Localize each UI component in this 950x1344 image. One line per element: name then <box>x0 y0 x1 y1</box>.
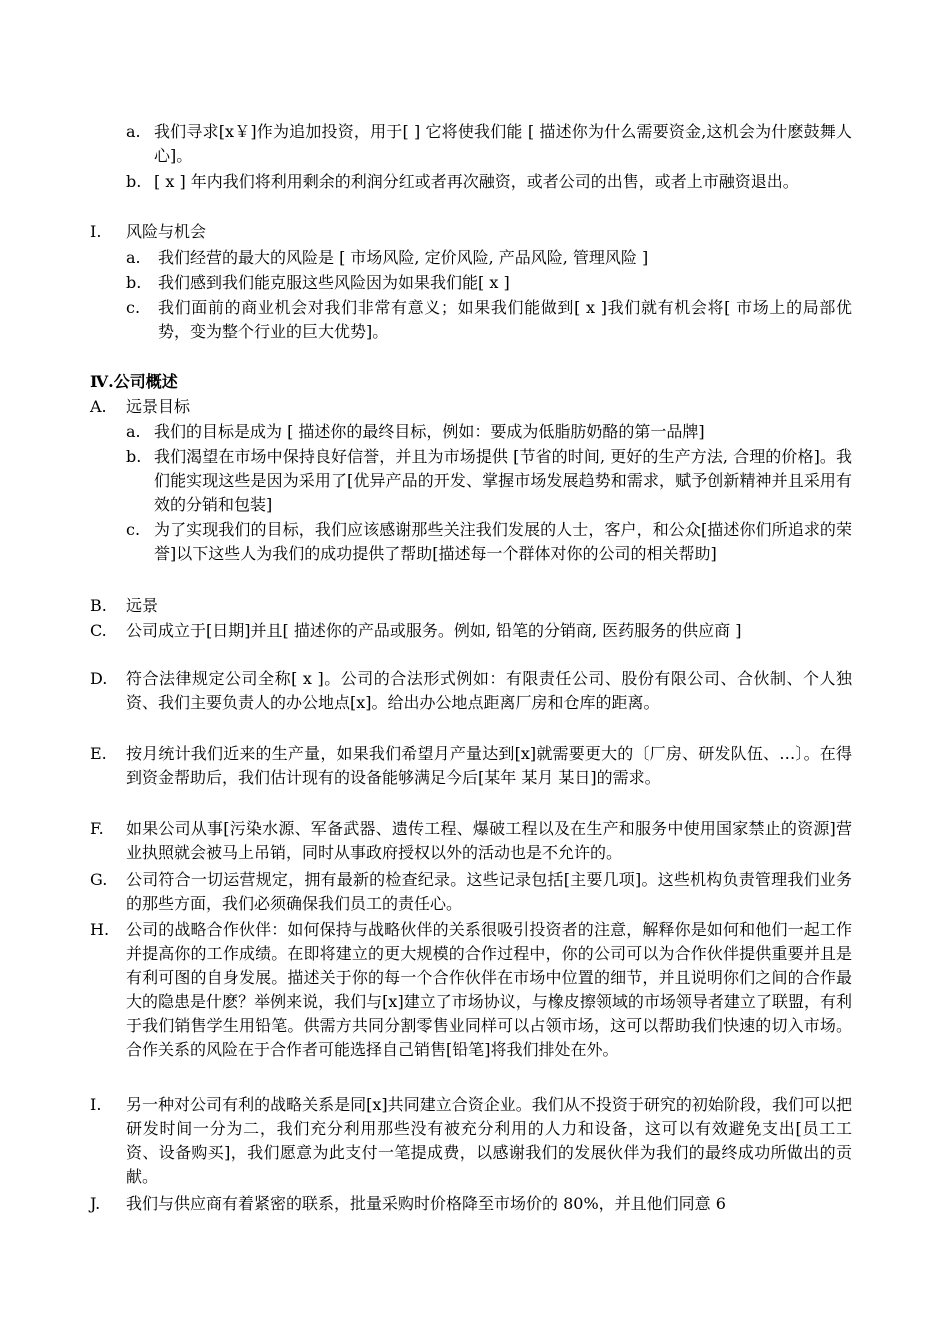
item-text: [ x ] 年内我们将利用剩余的利润分红或者再次融资，或者公司的出售，或者上市融资退出。 <box>154 172 799 191</box>
item-marker: a. <box>126 422 141 441</box>
item-marker: D. <box>90 669 108 688</box>
list-item <box>126 420 852 444</box>
item-marker: b. <box>126 447 142 466</box>
outline-item-vision-goal <box>90 395 852 419</box>
item-marker: B. <box>90 596 107 615</box>
outline-item <box>90 1192 852 1216</box>
outline-item <box>90 1093 852 1189</box>
list-item <box>126 518 852 566</box>
item-text: 我们面前的商业机会对我们非常有意义；如果我们能做到[ x ]我们就有机会将[ 市场上的局部优势，变为整个行业的巨大优势]。 <box>158 298 852 341</box>
item-marker: c. <box>126 298 141 317</box>
item-text: 我们寻求[x￥]作为追加投资，用于[ ] 它将使我们能 [ 描述你为什么需要资金,这机会为什麽鼓舞人心]。 <box>154 122 852 165</box>
item-title: 风险与机会 <box>126 222 207 241</box>
list-item <box>126 445 852 517</box>
outline-item <box>90 594 852 618</box>
item-marker: J. <box>90 1194 101 1213</box>
item-marker: A. <box>90 397 107 416</box>
item-text: 公司的战略合作伙伴：如何保持与战略伙伴的关系很吸引投资者的注意，解释你是如何和他们一起工作并提高你的工作成绩。在即将建立的更大规模的合作过程中，你的公司可以为合作伙伴提供重要并且是有利可图的自身发展。描述关于你的每一个合作伙伴在市场中位置的细节，并且说明你们之间的合作最大的隐患是什麽？举例来说，我们与[x]建立了市场协议，与橡皮擦领域的市场领导者建立了联盟，有利于我们销售学生用铅笔。供需方共同分割零售业同样可以占领市场，这可以帮助我们快速的切入市场。合作关系的风险在于合作者可能选择自己销售[铅笔]将我们排处在外。 <box>126 920 852 1059</box>
list-item <box>126 120 852 168</box>
list-item <box>126 170 852 194</box>
outline-item <box>90 742 852 790</box>
item-text: 公司符合一切运营规定，拥有最新的检查纪录。这些记录包括[主要几项]。这些机构负责管理我们业务的那些方面，我们必须确保我们员工的责任心。 <box>126 870 852 913</box>
item-text: 公司成立于[日期]并且[ 描述你的产品或服务。例如, 铅笔的分销商, 医药服务的供应商 ] <box>126 621 742 640</box>
list-item <box>126 271 852 295</box>
item-marker: I. <box>90 222 102 241</box>
item-marker: c. <box>126 520 141 539</box>
item-marker: H. <box>90 920 110 939</box>
item-marker: G. <box>90 870 108 889</box>
item-text: 我们感到我们能克服这些风险因为如果我们能[ x ] <box>158 273 510 292</box>
item-text: 符合法律规定公司全称[ x ]。公司的合法形式例如：有限责任公司、股份有限公司、合伙制、个人独资、我们主要负责人的办公地点[x]。给出办公地点距离厂房和仓库的距离。 <box>126 669 852 712</box>
item-title: 远景目标 <box>126 397 191 416</box>
item-marker: a. <box>126 122 141 141</box>
item-text: 我们渴望在市场中保持良好信誉，并且为市场提供 [节省的时间, 更好的生产方法, 合理的价格]。我们能实现这些是因为采用了[优异产品的开发、掌握市场发展趋势和需求，赋予创新精神并且采用有效的分销和包装] <box>154 447 852 514</box>
item-marker: b. <box>126 172 142 191</box>
outline-item <box>90 817 852 865</box>
item-text: 另一种对公司有利的战略关系是同[x]共同建立合资企业。我们从不投资于研究的初始阶段，我们可以把研发时间一分为二，我们充分利用那些没有被充分利用的人力和设备，这可以有效避免支出[员工工资、设备购买]，我们愿意为此支付一笔提成费，以感谢我们的发展伙伴为我们的最终成功所做出的贡献。 <box>126 1095 852 1186</box>
section-heading: Ⅳ.公司概述 <box>90 372 178 391</box>
item-marker: I. <box>90 1095 102 1114</box>
outline-item <box>90 868 852 916</box>
item-marker: C. <box>90 621 107 640</box>
item-marker: E. <box>90 744 107 763</box>
outline-item <box>90 619 852 643</box>
outline-item <box>90 918 852 1062</box>
item-marker: F. <box>90 819 104 838</box>
item-text: 我们的目标是成为 [ 描述你的最终目标，例如：要成为低脂肪奶酪的第一品牌] <box>154 422 705 441</box>
list-item <box>126 296 852 344</box>
item-text: 如果公司从事[污染水源、军备武器、遗传工程、爆破工程以及在生产和服务中使用国家禁止的资源]营业执照就会被马上吊销，同时从事政府授权以外的活动也是不允许的。 <box>126 819 852 862</box>
item-text: 我们与供应商有着紧密的联系，批量采购时价格降至市场价的 80%，并且他们同意 6 <box>126 1194 726 1213</box>
item-text: 远景 <box>126 596 159 615</box>
outline-item-risk <box>90 220 852 244</box>
outline-item <box>90 667 852 715</box>
list-item <box>126 246 852 270</box>
item-text: 按月统计我们近来的生产量，如果我们希望月产量达到[x]就需要更大的〔厂房、研发队伍、…〕。在得到资金帮助后，我们估计现有的设备能够满足今后[某年 某月 某日]的需求。 <box>126 744 852 787</box>
item-text: 我们经营的最大的风险是 [ 市场风险, 定价风险, 产品风险, 管理风险 ] <box>158 248 649 267</box>
item-text: 为了实现我们的目标，我们应该感谢那些关注我们发展的人士，客户，和公众[描述你们所追求的荣誉]以下这些人为我们的成功提供了帮助[描述每一个群体对你的公司的相关帮助] <box>154 520 852 563</box>
item-marker: a. <box>126 248 141 267</box>
item-marker: b. <box>126 273 142 292</box>
